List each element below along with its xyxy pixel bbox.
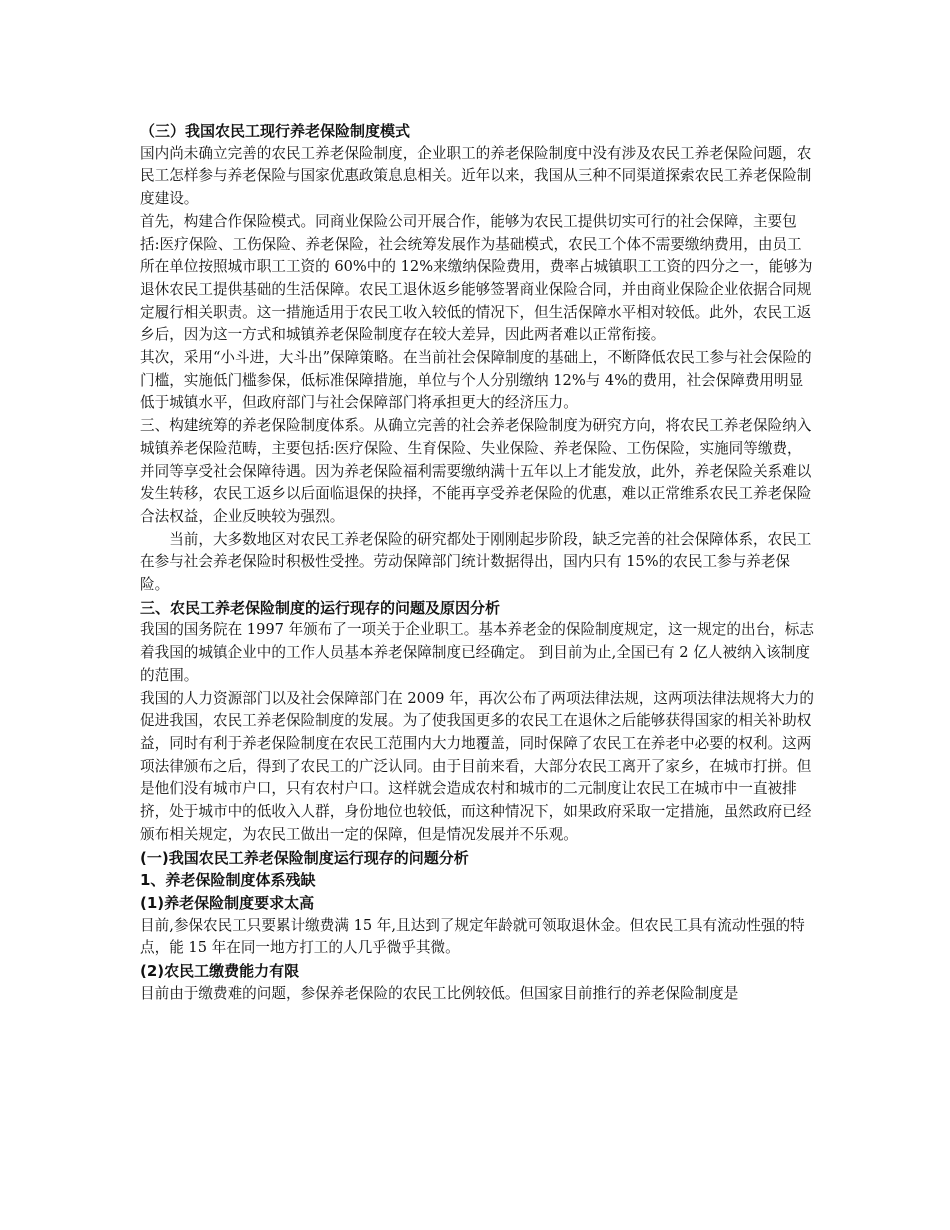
paragraph-intro: 国内尚未确立完善的农民工养老保险制度，企业职工的养老保险制度中没有涉及农民工养老保险问题，农民工怎样参与养老保险与国家优惠政策息息相关。近年以来，我国从三种不同渠道探索农民工养老保险制度建设。 xyxy=(140,144,812,208)
subsection-heading-high-requirements: (1)养老保险制度要求太高 xyxy=(140,893,315,912)
section-heading-problems: 三、农民工养老保险制度的运行现存的问题及原因分析 xyxy=(140,598,501,617)
paragraph-cooperative-insurance: 首先，构建合作保险模式。同商业保险公司开展合作，能够为农民工提供切实可行的社会保障，主要包括:医疗保险、工伤保险、养老保险，社会统筹发展作为基础模式，农民工个体不需要缴纳费用，由员工所在单位按照城市职工工资的 60%中的 12%来缴纳保险费用，费率占城镇职工工资的四分之一，能够为退休农民工提供基础的生活保障。农民工退休返乡能够签署商业保险合同，并由商业保险企业依据合同规定履行相关职责。这一措施适用于农民工收入较低的情况下，但生活保障水平相对较低。此外，农民工返乡后，因为这一方式和城镇养老保险制度存在较大差异，因此两者难以正常衔接。 xyxy=(140,212,813,344)
subsection-heading-problem-analysis: (一)我国农民工养老保险制度运行现存的问题分析 xyxy=(140,848,469,867)
paragraph-low-threshold: 其次，采用“小斗进，大斗出”保障策略。在当前社会保障制度的基础上，不断降低农民工参与社会保险的门槛，实施低门槛参保，低标准保障措施，单位与个人分别缴纳 12%与 4%的费用，社会保障费用明显低于城镇水平，但政府部门与社会保障部门将承担更大的经济压力。 xyxy=(140,349,812,412)
paragraph-payment-difficulty: 目前由于缴费难的问题，参保养老保险的农民工比例较低。但国家目前推行的养老保险制度是 xyxy=(140,984,739,1002)
subsection-heading-limited-ability: (2)农民工缴费能力有限 xyxy=(140,962,300,981)
paragraph-current-status: 当前，大多数地区对农民工养老保险的研究都处于刚刚起步阶段，缺乏完善的社会保障体系，农民工在参与社会养老保险时积极性受挫。劳动保障部门统计数据得出，国内只有 15%的农民工参与养老保险。 xyxy=(140,530,812,594)
paragraph-15-years: 目前,参保农民工只要累计缴费满 15 年,且达到了规定年龄就可领取退休金。但农民工具有流动性强的特点，能 15 年在同一地方打工的人几乎微乎其微。 xyxy=(140,916,805,957)
document-page xyxy=(140,120,815,1005)
section-heading-current-models: （三）我国农民工现行养老保险制度模式 xyxy=(140,122,411,140)
paragraph-unified-system: 三、构建统筹的养老保险制度体系。从确立完善的社会养老保险制度为研究方向，将农民工养老保险纳入城镇养老保险范畴，主要包括:医疗保险、生育保险、失业保险、养老保险、工伤保险，实施同等缴费，并同等享受社会保障待遇。因为养老保险福利需要缴纳满十五年以上才能发放，此外，养老保险关系难以发生转移，农民工返乡以后面临退保的抉择，不能再享受养老保险的优惠，难以正常维系农民工养老保险合法权益，企业反映较为强烈。 xyxy=(140,417,812,525)
subsection-heading-system-deficiency: 1、养老保险制度体系残缺 xyxy=(140,871,316,890)
paragraph-1997-regulation: 我国的国务院在 1997 年颁布了一项关于企业职工。基本养老金的保险制度规定，这一规定的出台，标志着我国的城镇企业中的工作人员基本养老保障制度已经确定。 到目前为止,全国已有 2 亿人被纳入该制度的范围。 xyxy=(140,621,814,684)
paragraph-2009-laws: 我国的人力资源部门以及社会保障部门在 2009 年，再次公布了两项法律法规，这两项法律法规将大力的促进我国，农民工养老保险制度的发展。为了使我国更多的农民工在退休之后能够获得国家的相关补助权益，同时有利于养老保险制度在农民工范围内大力地覆盖，同时保障了农民工在养老中必要的权利。这两项法律颁布之后，得到了农民工的广泛认同。由于目前来看，大部分农民工离开了家乡，在城市打拼。但是他们没有城市户口，只有农村户口。这样就会造成农村和城市的二元制度让农民工在城市中一直被排挤，处于城市中的低收入人群，身份地位也较低，而这种情况下，如果政府采取一定措施，虽然政府已经颁布相关规定，为农民工做出一定的保障，但是情况发展并不乐观。 xyxy=(140,689,814,843)
